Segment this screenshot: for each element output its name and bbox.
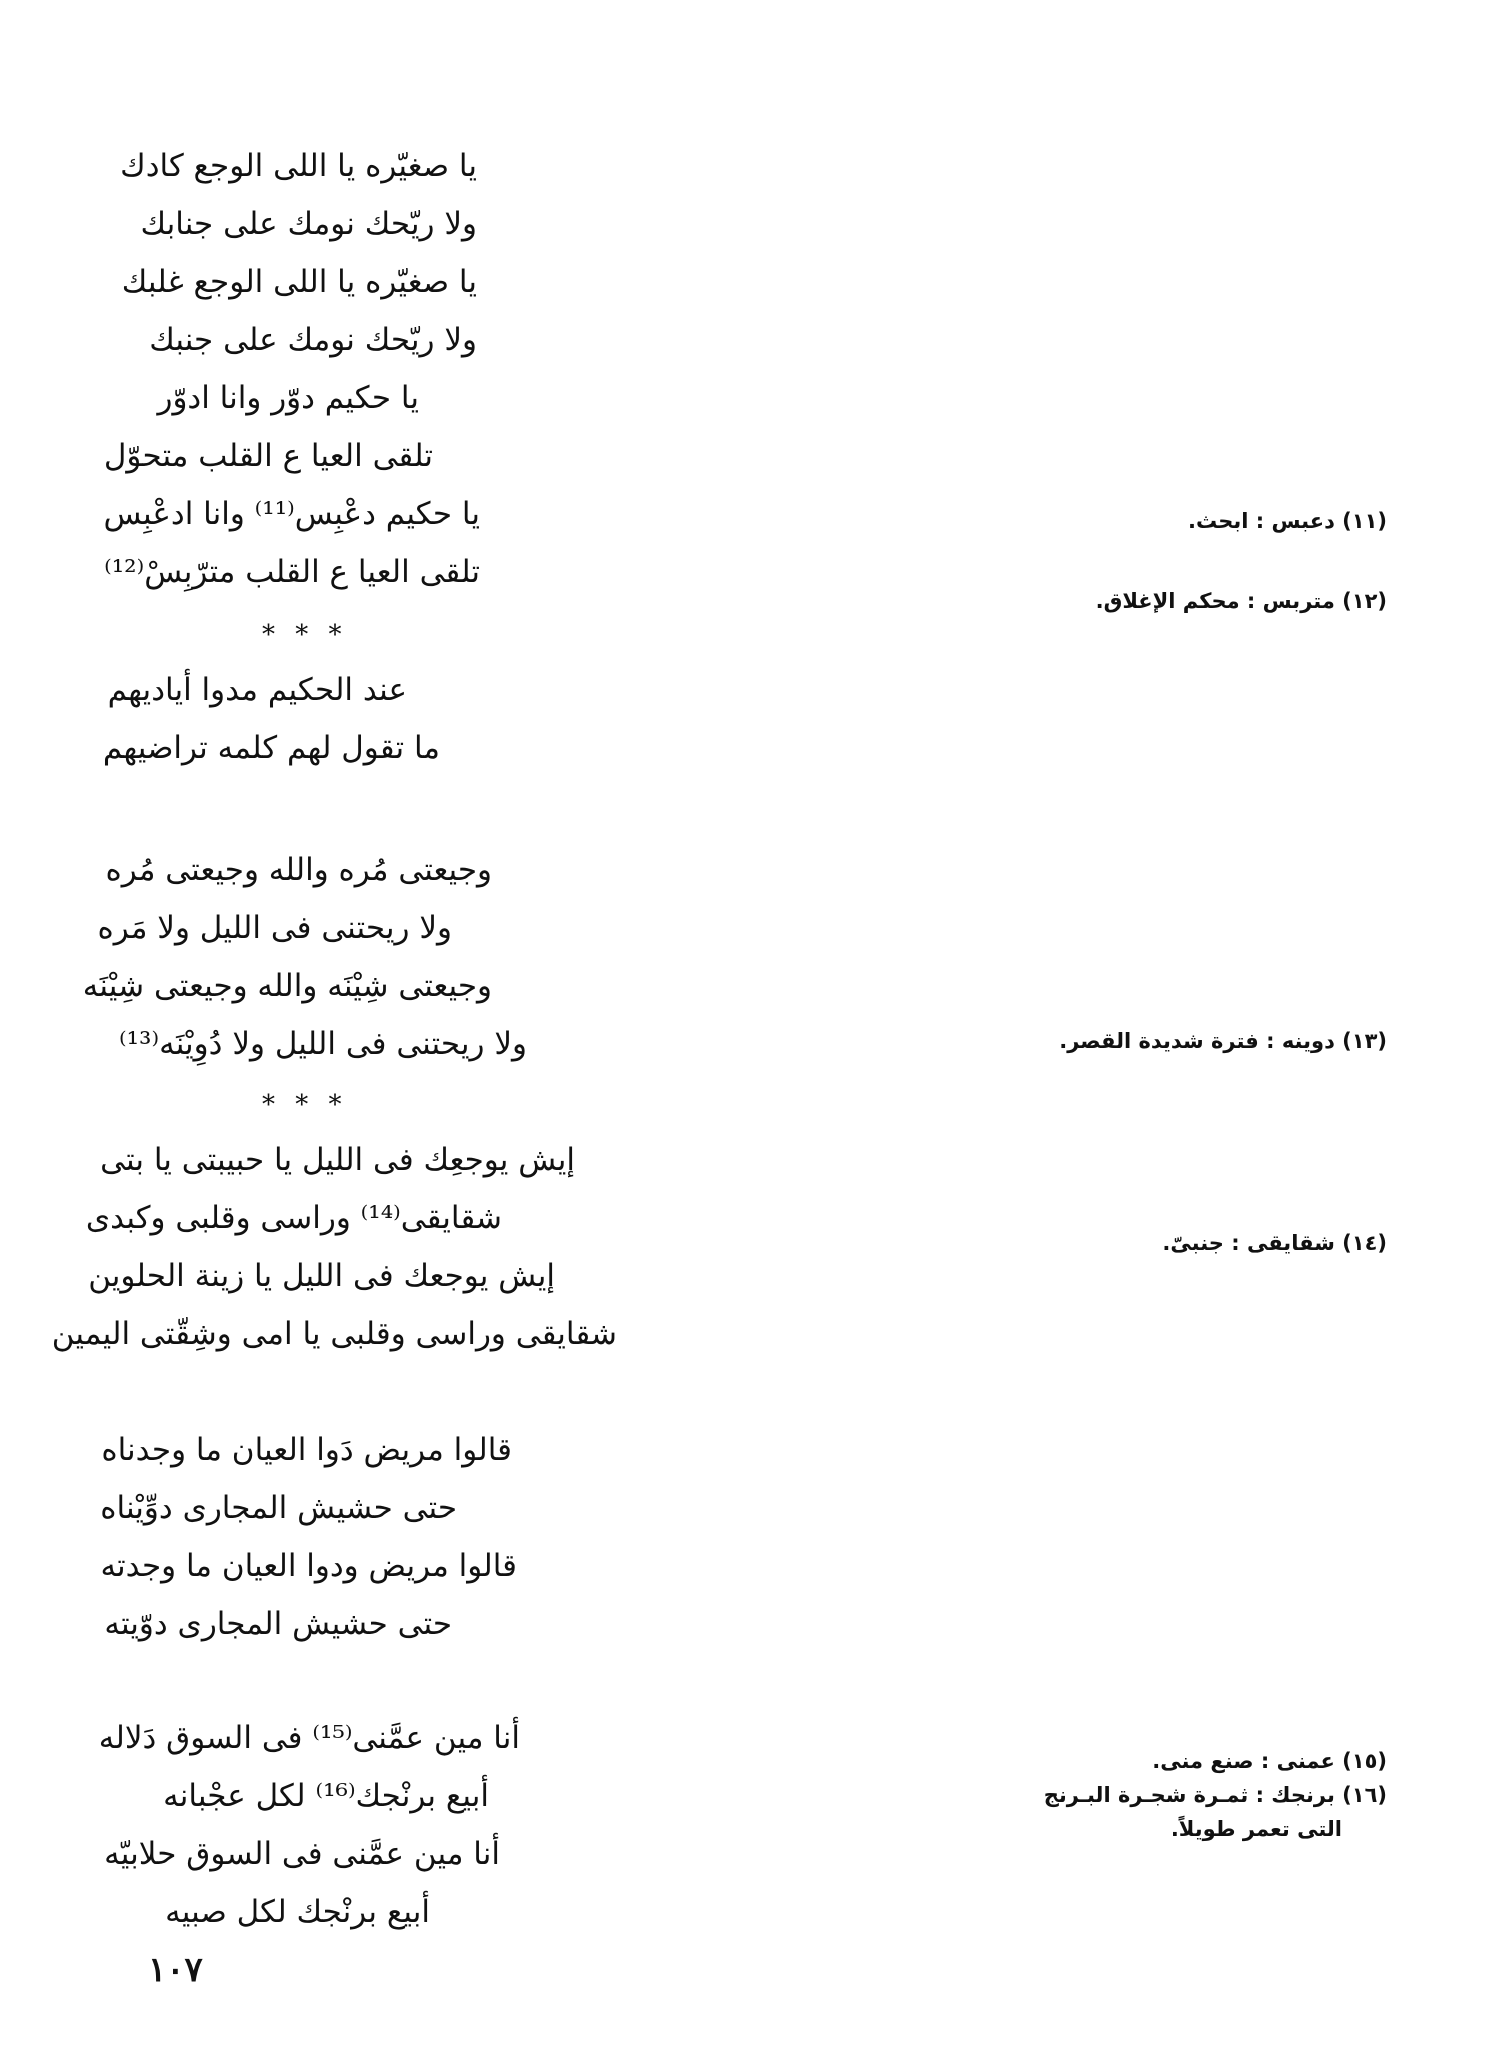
poem-line: أبيع برنْجك لكل صبيه: [165, 1894, 430, 1930]
poem-line: يا حكيم دوّر وانا ادوّر: [157, 380, 419, 416]
poem-line: تلقى العيا ع القلب مترّبِسْ⁽¹²⁾: [104, 554, 480, 590]
poem-line: وجيعتى مُره والله وجيعتى مُره: [105, 852, 492, 888]
footnote-15: (١٥) عمنى : صنع منى.: [1152, 1749, 1387, 1773]
page-number: ١٠٧: [148, 1950, 203, 1990]
poem-line: عند الحكيم مدوا أياديهم: [107, 672, 407, 708]
footnote-16: (١٦) برنجك : ثمـرة شجـرة البـرنج: [1043, 1783, 1387, 1807]
poem-line: يا حكيم دعْبِس⁽¹¹⁾ وانا ادعْبِس: [103, 496, 480, 532]
poem-line: ما تقول لهم كلمه تراضيهم: [102, 730, 440, 766]
poem-line: ولا ريحتنى فى الليل ولا مَره: [97, 910, 452, 946]
footnote-16-continuation: التى تعمر طويلاً.: [1170, 1817, 1342, 1841]
section-separator: * * *: [262, 1090, 348, 1120]
poem-line: قالوا مريض ودوا العيان ما وجدته: [100, 1548, 517, 1584]
poem-line: شقايقى⁽¹⁴⁾ وراسى وقلبى وكبدى: [85, 1200, 502, 1236]
poem-line: حتى حشيش المجارى دوِّيْناه: [100, 1490, 457, 1526]
poem-line: يا صغيّره يا اللى الوجع غلبك: [121, 264, 477, 300]
footnote-13: (١٣) دوينه : فترة شديدة القصر.: [1059, 1029, 1387, 1053]
poem-line: أنا مين عمَّنى⁽¹⁵⁾ فى السوق دَلاله: [98, 1720, 520, 1756]
footnote-14: (١٤) شقايقى : جنبىّ.: [1162, 1231, 1387, 1255]
poem-line: أنا مين عمَّنى فى السوق حلابيّه: [104, 1836, 500, 1872]
poem-line: ولا ريحتنى فى الليل ولا دُوِيْنَه⁽¹³⁾: [118, 1026, 527, 1062]
footnote-12: (١٢) متربس : محكم الإغلاق.: [1095, 589, 1387, 613]
poem-line: ولا ريّحك نومك على جنبك: [149, 322, 477, 358]
poem-line: وجيعتى شِيْنَه والله وجيعتى شِيْنَه: [82, 968, 492, 1004]
poem-line: إيش يوجعك فى الليل يا زينة الحلوين: [88, 1258, 555, 1294]
section-separator: * * *: [262, 620, 348, 650]
poem-line: حتى حشيش المجارى دوّيته: [104, 1606, 452, 1642]
poem-line: شقايقى وراسى وقلبى يا امى وشِقّتى اليمين: [51, 1316, 617, 1352]
poem-line: تلقى العيا ع القلب متحوّل: [103, 438, 433, 474]
footnote-11: (١١) دعبس : ابحث.: [1188, 509, 1387, 533]
poem-line: أبيع برنْجك⁽¹⁶⁾ لكل عجْبانه: [163, 1778, 489, 1814]
poem-line: يا صغيّره يا اللى الوجع كادك: [120, 148, 477, 184]
poem-line: قالوا مريض دَوا العيان ما وجدناه: [101, 1432, 512, 1468]
poem-line: ولا ريّحك نومك على جنابك: [140, 206, 477, 242]
poem-line: إيش يوجعِك فى الليل يا حبيبتى يا بتى: [100, 1142, 575, 1178]
